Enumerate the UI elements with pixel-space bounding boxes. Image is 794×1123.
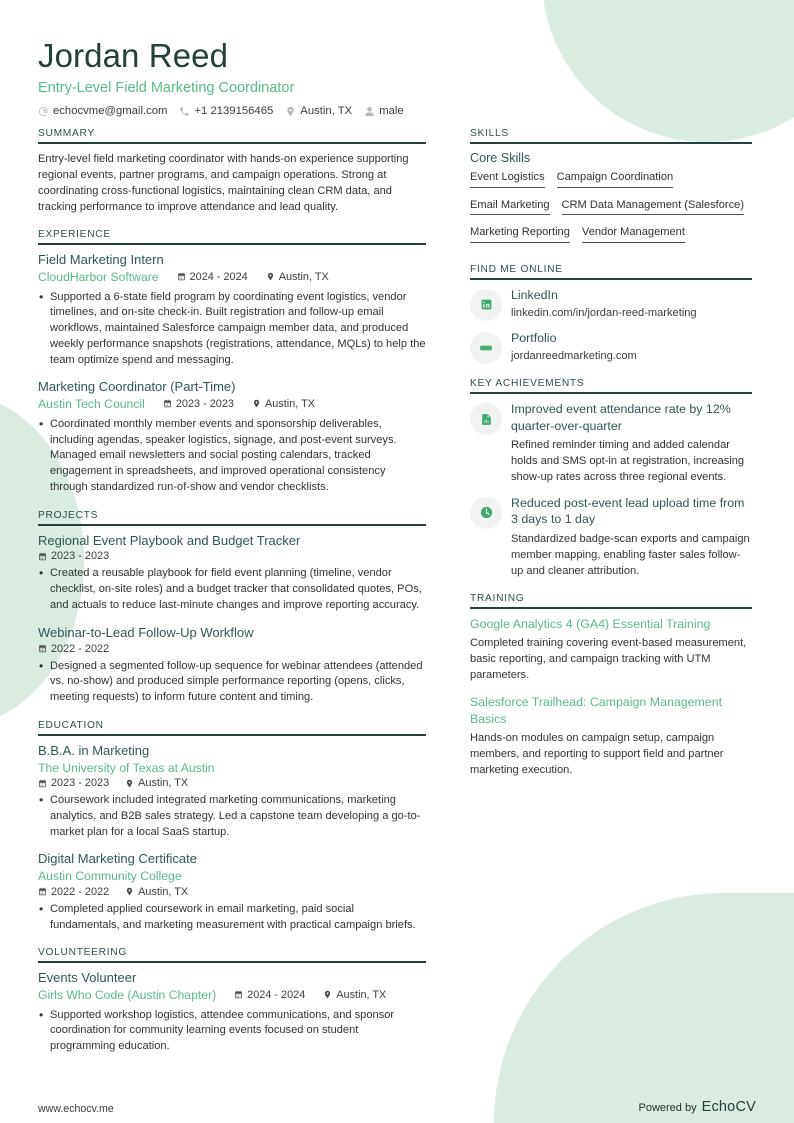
linkedin-icon	[470, 289, 502, 321]
experience-location	[252, 398, 315, 410]
section-heading-key-achievements: KEY ACHIEVEMENTS	[470, 378, 585, 390]
location-icon	[125, 779, 134, 788]
volunteering-location-value: Austin, TX	[336, 988, 387, 1001]
section-heading-experience: EXPERIENCE	[38, 229, 111, 241]
volunteering-bullets	[38, 1008, 426, 1055]
education-location-value: Austin, TX	[138, 885, 189, 898]
experience-dates-value: 2024 - 2024	[189, 270, 248, 283]
project-entry	[38, 533, 426, 614]
resume-header	[38, 38, 468, 117]
section-heading-summary: SUMMARY	[38, 128, 95, 139]
education-dates-value: 2022 - 2022	[51, 885, 110, 898]
section-rule	[470, 392, 752, 394]
location-icon	[266, 272, 275, 281]
online-link-label: Portfolio	[511, 331, 557, 346]
achievement-title: Reduced post-event lead upload time from 3 days to 1 day	[511, 495, 745, 527]
bullet-item: • Created a reusable playbook for field event planning (timeline, vendor checklist, on-site roles) and a budget tracker that consolidated quotes, POs, and actuals to reduce last-minute changes and improve reporting accuracy.	[38, 566, 426, 613]
experience-org: CloudHarbor Software	[38, 270, 159, 285]
volunteering-meta-line	[38, 987, 426, 1003]
volunteering-dates	[234, 989, 305, 1001]
experience-title: Field Marketing Intern	[38, 252, 164, 268]
project-bullets	[38, 566, 426, 613]
contact-email[interactable]	[38, 105, 167, 117]
section-key-achievements	[470, 378, 752, 578]
section-find-me-online	[470, 264, 752, 364]
experience-entry	[38, 379, 426, 495]
experience-location-value: Austin, TX	[264, 397, 315, 410]
achievement-title: Improved event attendance rate by 12% quarter-over-quarter	[511, 402, 731, 433]
online-link-linkedin[interactable]	[470, 287, 752, 321]
education-dates-value: 2023 - 2023	[51, 777, 110, 790]
skill-tag: Campaign Coordination	[557, 169, 674, 188]
bullet-item: • Supported a 6-state field program by coordinating event logistics, vendor timelines, and on-site check-in. Built registration and follow-up email workflows, maintained Salesforce campaign member data, and produced weekly performance snapshots (registrations, attendance, MQLs) to help the team optimize spend and messaging.	[38, 290, 426, 369]
person-icon	[364, 106, 375, 117]
email-icon	[38, 106, 49, 117]
calendar-icon	[38, 552, 47, 561]
contact-gender	[364, 105, 404, 117]
left-column	[38, 128, 426, 1069]
section-rule	[470, 607, 752, 609]
section-heading-find-me-online: FIND ME ONLINE	[470, 263, 563, 275]
education-degree: Digital Marketing Certificate	[38, 851, 197, 867]
skills-tag-list	[470, 169, 752, 250]
location-icon	[285, 106, 296, 117]
experience-meta-line	[38, 269, 426, 285]
bullet-item: • Supported workshop logistics, attendee communications, and sponsor coordination for community learning events focused on student programming education.	[38, 1008, 426, 1055]
experience-dates	[163, 398, 234, 410]
section-experience	[38, 229, 426, 495]
experience-bullets	[38, 290, 426, 369]
bullet-item: • Designed a segmented follow-up sequence for webinar attendees (attended vs. no-show) and produced simple performance reporting (opens, clicks, meeting requests) to inform future content and timing.	[38, 659, 426, 706]
skill-tag: Event Logistics	[470, 169, 545, 188]
candidate-name: Jordan Reed	[38, 37, 229, 74]
online-link-body	[511, 287, 752, 321]
calendar-icon	[38, 887, 47, 896]
section-rule	[38, 734, 426, 736]
online-link-body	[511, 330, 752, 364]
education-school: The University of Texas at Austin	[38, 760, 215, 775]
portfolio-icon	[470, 332, 502, 364]
calendar-icon	[163, 399, 172, 408]
contact-phone[interactable]	[179, 105, 273, 117]
location-icon	[323, 990, 332, 999]
online-link-label: LinkedIn	[511, 287, 558, 302]
calendar-icon	[38, 779, 47, 788]
project-dates	[38, 550, 109, 562]
experience-dates	[177, 271, 248, 283]
section-rule	[38, 142, 426, 144]
education-location	[125, 886, 188, 898]
contact-email-value: echocvme@gmail.com	[53, 105, 168, 118]
footer-brand	[639, 1099, 757, 1115]
section-projects	[38, 510, 426, 706]
skill-tag: Vendor Management	[582, 224, 685, 243]
education-entry	[38, 743, 426, 841]
experience-org: Austin Tech Council	[38, 397, 145, 412]
section-skills	[470, 128, 752, 250]
education-location-value: Austin, TX	[138, 777, 189, 790]
contact-gender-value: male	[379, 105, 404, 118]
education-bullets	[38, 793, 426, 840]
education-dates	[38, 886, 109, 898]
phone-icon	[179, 106, 190, 117]
section-education	[38, 720, 426, 933]
online-link-url[interactable]: linkedin.com/in/jordan-reed-marketing	[511, 307, 697, 320]
education-entry	[38, 851, 426, 933]
clock-icon	[470, 497, 502, 529]
experience-location-value: Austin, TX	[278, 270, 329, 283]
training-title: Salesforce Trailhead: Campaign Management Basics	[470, 695, 723, 726]
footer-website-url[interactable]: www.echocv.me	[38, 1103, 114, 1115]
footer-powered-by-label: Powered by	[638, 1102, 697, 1114]
right-column	[470, 128, 752, 792]
section-training	[470, 593, 752, 779]
skill-tag: Marketing Reporting	[470, 224, 570, 243]
online-link-portfolio[interactable]	[470, 330, 752, 364]
education-school: Austin Community College	[38, 869, 182, 884]
skill-tag: Email Marketing	[470, 197, 550, 216]
achievement-body	[511, 495, 752, 579]
location-icon	[125, 887, 134, 896]
calendar-icon	[177, 272, 186, 281]
achievement-item	[470, 495, 752, 579]
project-title: Regional Event Playbook and Budget Tracker	[38, 532, 301, 548]
location-icon	[252, 399, 261, 408]
section-rule	[470, 278, 752, 280]
volunteering-entry	[38, 970, 426, 1055]
volunteering-org: Girls Who Code (Austin Chapter)	[38, 988, 217, 1003]
training-item	[470, 616, 752, 684]
experience-meta-line	[38, 396, 426, 412]
project-entry	[38, 625, 426, 706]
section-heading-training: TRAINING	[470, 592, 525, 604]
project-bullets	[38, 659, 426, 706]
achievement-item	[470, 401, 752, 485]
education-dates	[38, 777, 109, 789]
project-dates-value: 2023 - 2023	[51, 550, 110, 563]
section-volunteering	[38, 947, 426, 1055]
education-degree: B.B.A. in Marketing	[38, 742, 150, 758]
document-chart-icon	[470, 403, 502, 435]
volunteering-dates-value: 2024 - 2024	[247, 988, 306, 1001]
project-dates	[38, 643, 109, 655]
achievement-description: Standardized badge-scan exports and campaign member mapping, enabling faster sales follow-up and cleaner attribution.	[511, 532, 750, 577]
section-rule	[38, 243, 426, 245]
experience-location	[266, 271, 329, 283]
experience-bullets	[38, 417, 426, 496]
calendar-icon	[234, 990, 243, 999]
section-rule	[470, 142, 752, 144]
volunteering-role: Events Volunteer	[38, 970, 137, 986]
section-heading-projects: PROJECTS	[38, 509, 99, 521]
achievement-body	[511, 401, 752, 485]
section-rule	[38, 961, 426, 963]
contact-phone-value: +1 2139156465	[194, 105, 274, 118]
training-description: Hands-on modules on campaign setup, campaign members, and reporting to support field and partner marketing execution.	[470, 732, 724, 777]
experience-entry	[38, 252, 426, 368]
experience-dates-value: 2023 - 2023	[175, 397, 234, 410]
achievement-description: Refined reminder timing and added calendar holds and SMS opt-in at registration, increasing show-up rates across three regional events.	[511, 439, 745, 484]
skills-group-title: Core Skills	[470, 151, 531, 165]
section-heading-skills: SKILLS	[470, 128, 509, 139]
project-meta-line	[38, 643, 426, 655]
section-rule	[38, 524, 426, 526]
skill-tag: CRM Data Management (Salesforce)	[562, 197, 745, 216]
bullet-item: • Coursework included integrated marketing communications, marketing analytics, and B2B sales strategy. Led a capstone team developing a go-to-market plan for a local SaaS startup.	[38, 793, 426, 840]
section-summary	[38, 128, 426, 215]
contact-location	[285, 105, 352, 117]
education-meta-line	[38, 777, 426, 789]
online-link-url[interactable]: jordanreedmarketing.com	[511, 350, 637, 363]
education-location	[125, 777, 188, 789]
section-heading-education: EDUCATION	[38, 719, 104, 731]
contact-location-value: Austin, TX	[300, 105, 353, 118]
calendar-icon	[38, 644, 47, 653]
training-description: Completed training covering event-based measurement, basic reporting, and campaign tracking with UTM parameters.	[470, 637, 747, 682]
education-bullets	[38, 902, 426, 934]
footer-brand-name: EchoCV	[701, 1099, 756, 1115]
contact-row	[38, 105, 468, 117]
training-title: Google Analytics 4 (GA4) Essential Training	[470, 616, 711, 631]
training-item	[470, 694, 752, 778]
summary-text: Entry-level field marketing coordinator with hands-on experience supporting regional events, partner programs, and campaign operations. Strong at coordinating cross-functional logistics, maintaining clean CRM data, and tracking performance to improve attendance and lead quality.	[38, 153, 409, 214]
project-title: Webinar-to-Lead Follow-Up Workflow	[38, 624, 254, 640]
project-dates-value: 2022 - 2022	[51, 642, 110, 655]
bullet-item: • Completed applied coursework in email marketing, paid social fundamentals, and marketing measurement with practical campaign briefs.	[38, 902, 426, 934]
candidate-job-title: Entry-Level Field Marketing Coordinator	[38, 79, 295, 96]
bullet-item: • Coordinated monthly member events and sponsorship deliverables, including agendas, speaker logistics, signage, and post-event surveys. Managed email newsletters and social posting calendars, tracked engagement in spreadsheets, and improved operational consistency through standardized run-of-show and vendor checklists.	[38, 417, 426, 496]
project-meta-line	[38, 550, 426, 562]
volunteering-location	[323, 989, 386, 1001]
education-meta-line	[38, 886, 426, 898]
section-heading-volunteering: VOLUNTEERING	[38, 947, 128, 959]
experience-title: Marketing Coordinator (Part-Time)	[38, 379, 236, 395]
